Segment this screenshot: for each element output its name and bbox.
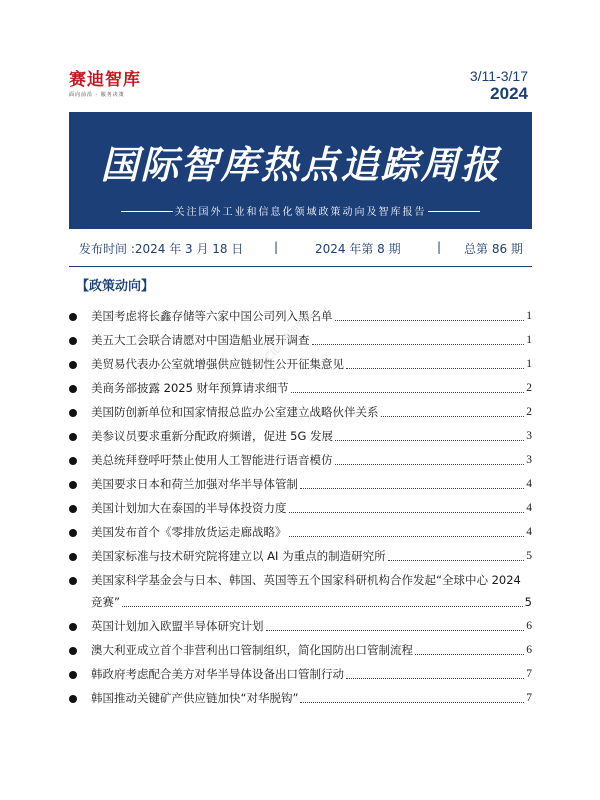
- dot-leader: [300, 488, 524, 489]
- toc-entry[interactable]: [69, 546, 532, 570]
- toc-page-number: 1: [526, 334, 532, 346]
- bullet-icon: [69, 409, 77, 417]
- bullet-icon: [69, 337, 77, 345]
- toc-entry-title[interactable]: 美国计划加大在泰国的半导体投资力度: [91, 501, 287, 515]
- bullet-icon: [69, 481, 77, 489]
- toc-page-number: 5: [526, 550, 532, 562]
- toc-entry[interactable]: [69, 474, 532, 498]
- toc-row: [91, 666, 532, 683]
- toc-entry-title-continuation[interactable]: 竞赛”: [91, 595, 120, 609]
- toc-page-number: 2: [526, 406, 532, 418]
- dot-leader: [312, 344, 525, 345]
- toc-entry[interactable]: [69, 664, 532, 688]
- title-banner: [69, 112, 532, 229]
- dot-leader: [122, 606, 523, 607]
- bullet-icon: [69, 385, 77, 393]
- toc-entry[interactable]: [69, 354, 532, 378]
- toc-entry[interactable]: [69, 616, 532, 640]
- toc-entry[interactable]: [69, 450, 532, 474]
- logo-tagline: 面向前沿 · 服务决策: [69, 92, 125, 98]
- toc-page-number: 7: [526, 668, 532, 680]
- toc-entry-title[interactable]: 美国发布首个《零排放货运走廊战略》: [91, 525, 287, 539]
- separator: |: [437, 240, 442, 254]
- publish-date: 发布时间 :2024 年 3 月 18 日: [79, 242, 244, 256]
- total-issue-number: 总第 86 期: [464, 242, 523, 256]
- toc-entry[interactable]: [69, 498, 532, 522]
- toc-entry-title[interactable]: 美总统拜登呼吁禁止使用人工智能进行语音模仿: [91, 453, 333, 467]
- header-divider: [69, 266, 532, 267]
- bullet-icon: [69, 623, 77, 631]
- year-label: 2024: [490, 84, 528, 103]
- toc-entry-title[interactable]: 美国考虑将长鑫存储等六家中国公司列入黑名单: [91, 309, 333, 323]
- toc-page-number: 3: [526, 454, 532, 466]
- toc-entry-title[interactable]: 美参议员要求重新分配政府频谱，促进 5G 发展: [91, 429, 334, 443]
- toc-entry-title[interactable]: 美商务部披露 2025 财年预算请求细节: [91, 381, 289, 395]
- issue-number: 2024 年第 8 期: [315, 242, 401, 256]
- toc-entry-title[interactable]: 美国防创新单位和国家情报总监办公室建立战略伙伴关系: [91, 405, 379, 419]
- bullet-icon: [69, 529, 77, 537]
- toc-entry-title[interactable]: 英国计划加入欧盟半导体研究计划: [91, 619, 264, 633]
- logo-text: 赛迪智库: [69, 70, 141, 90]
- toc-entry-title[interactable]: 美国家标准与技术研究院将建立以 AI 为重点的制造研究所: [91, 549, 386, 563]
- bullet-icon: [69, 553, 77, 561]
- toc-entry-title[interactable]: 美国要求日本和荷兰加强对华半导体管制: [91, 477, 298, 491]
- toc-page-number: 7: [526, 692, 532, 704]
- toc-entry[interactable]: [69, 522, 532, 546]
- toc-entry[interactable]: [69, 688, 532, 712]
- table-of-contents: [69, 306, 532, 712]
- dot-leader: [291, 392, 525, 393]
- toc-page-number: 6: [526, 620, 532, 632]
- bullet-icon: [69, 313, 77, 321]
- toc-page-number: 6: [526, 644, 532, 656]
- toc-entry-title[interactable]: 美贸易代表办公室就增强供应链韧性公开征集意见: [91, 357, 344, 371]
- dot-leader: [289, 536, 525, 537]
- toc-entry[interactable]: [69, 570, 532, 616]
- dot-leader: [335, 440, 524, 441]
- dot-leader: [381, 416, 525, 417]
- dot-leader: [388, 560, 525, 561]
- toc-entry-title[interactable]: 韩政府考虑配合美方对华半导体设备出口管制行动: [91, 667, 344, 681]
- toc-page-number: 3: [526, 430, 532, 442]
- watermark: CCID 赛迪智库: [256, 307, 319, 370]
- dot-leader: [266, 630, 525, 631]
- toc-row: [91, 452, 532, 469]
- toc-page-number: 5: [524, 595, 532, 609]
- toc-row: [91, 428, 532, 445]
- dot-leader: [335, 464, 525, 465]
- bullet-icon: [69, 577, 77, 585]
- toc-row: [91, 404, 532, 421]
- subtitle-rule-right: [428, 211, 480, 212]
- toc-entry-title[interactable]: 韩国推动关键矿产供应链加快“对华脱钩”: [91, 691, 299, 705]
- toc-entry[interactable]: [69, 330, 532, 354]
- bullet-icon: [69, 695, 77, 703]
- bullet-icon: [69, 361, 77, 369]
- toc-row: [91, 476, 532, 493]
- toc-entry-title[interactable]: 美五大工会联合请愿对中国造船业展开调查: [91, 333, 310, 347]
- toc-page-number: 2: [526, 382, 532, 394]
- bullet-icon: [69, 671, 77, 679]
- toc-entry-title[interactable]: 澳大利亚成立首个非营利出口管制组织，简化国防出口管制流程: [91, 643, 413, 657]
- toc-row: [91, 690, 532, 707]
- toc-row: [91, 618, 532, 635]
- toc-row: [91, 356, 532, 373]
- bullet-icon: [69, 433, 77, 441]
- dot-leader: [346, 368, 524, 369]
- issue-info-bar: [69, 240, 532, 258]
- toc-row: [91, 548, 532, 565]
- toc-page-number: 4: [526, 526, 532, 538]
- ccid-think-tank-logo: [69, 70, 141, 98]
- toc-entry[interactable]: [69, 640, 532, 664]
- toc-row-continuation: [91, 594, 532, 611]
- toc-page-number: 4: [526, 502, 532, 514]
- toc-entry[interactable]: [69, 402, 532, 426]
- toc-row: [91, 642, 532, 659]
- toc-entry[interactable]: [69, 378, 532, 402]
- toc-row: [91, 572, 532, 589]
- toc-row: [91, 524, 532, 541]
- toc-entry-title[interactable]: 美国家科学基金会与日本、韩国、英国等五个国家科研机构合作发起“全球中心 2024: [91, 573, 521, 587]
- dot-leader: [346, 678, 524, 679]
- dot-leader: [289, 512, 525, 513]
- toc-row: [91, 308, 532, 325]
- week-range: 3/11-3/17: [469, 68, 528, 84]
- report-title: 国际智库热点追踪周报: [100, 142, 501, 187]
- dot-leader: [300, 702, 524, 703]
- dot-leader: [335, 320, 525, 321]
- separator: |: [274, 240, 279, 254]
- issue-date-range: [470, 68, 528, 104]
- bullet-icon: [69, 457, 77, 465]
- section-heading: 【政策动向】: [76, 279, 155, 294]
- toc-row: [91, 380, 532, 397]
- toc-page-number: 1: [526, 358, 532, 370]
- toc-entry[interactable]: [69, 426, 532, 450]
- dot-leader: [415, 654, 524, 655]
- report-subtitle: 关注国外工业和信息化领域政策动向及智库报告: [174, 207, 427, 218]
- bullet-icon: [69, 647, 77, 655]
- bullet-icon: [69, 505, 77, 513]
- toc-row: [91, 332, 532, 349]
- toc-page-number: 4: [526, 478, 532, 490]
- toc-entry[interactable]: [69, 306, 532, 330]
- toc-row: [91, 500, 532, 517]
- toc-page-number: 1: [526, 310, 532, 322]
